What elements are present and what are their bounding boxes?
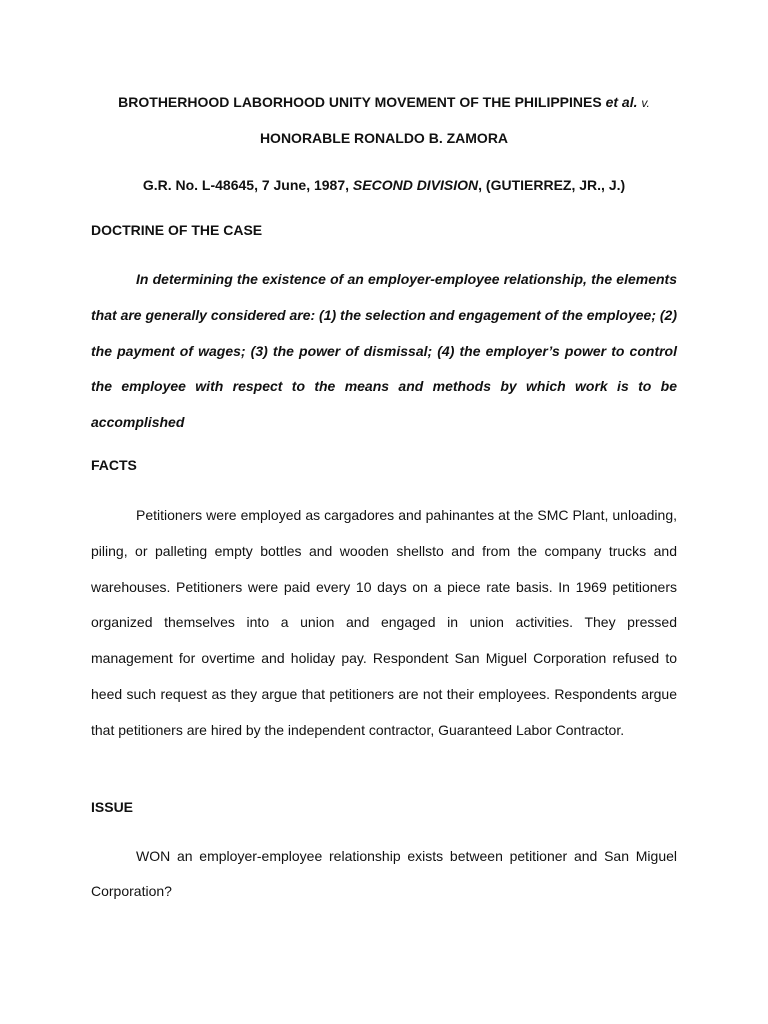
case-title-line-2: HONORABLE RONALDO B. ZAMORA (259, 130, 509, 146)
case-title-line-1 (0, 92, 768, 113)
issue-paragraph: WON an employer-employee relationship exists between petitioner and San Miguel Corporation? (91, 848, 677, 899)
case-parties: BROTHERHOOD LABORHOOD UNITY MOVEMENT OF THE PHILIPPINES (118, 94, 602, 110)
et-al: et al. (605, 94, 638, 110)
facts-paragraph: Petitioners were employed as cargadores and pahinantes at the SMC Plant, unloading, piling, or palleting empty bottles and wooden shellsto and from the company trucks and warehouses. Petitioners were paid every 10 days on a piece rate basis. In 1969 petitioners organized themselves into a union and engaged in union activities. They pressed management for overtime and holiday pay. Respondent San Miguel Corporation refused to heed such request as they argue that petitioners are not their employees. Respondents argue that petitioners are hired by the independent contractor, Guaranteed Labor Contractor. (91, 507, 677, 738)
doctrine-paragraph: In determining the existence of an employer-employee relationship, the elements that are generally considered are: (1) the selection and engagement of the employee; (2) the payment of wages; (3) the power of dismissal; (4) the employer’s power to control the employee with respect to the means and methods by which work is to be accomplished (91, 271, 677, 431)
citation-ponente: , (GUTIERREZ, JR., J.) (478, 177, 626, 193)
issue-heading: ISSUE (91, 799, 134, 815)
case-citation (0, 175, 768, 195)
facts-heading: FACTS (91, 457, 137, 473)
versus-mark: v. (641, 96, 650, 110)
citation-division: SECOND DIVISION (352, 177, 479, 193)
doctrine-heading: DOCTRINE OF THE CASE (91, 222, 263, 238)
citation-gr: G.R. No. L-48645, 7 June, 1987, (142, 177, 350, 193)
